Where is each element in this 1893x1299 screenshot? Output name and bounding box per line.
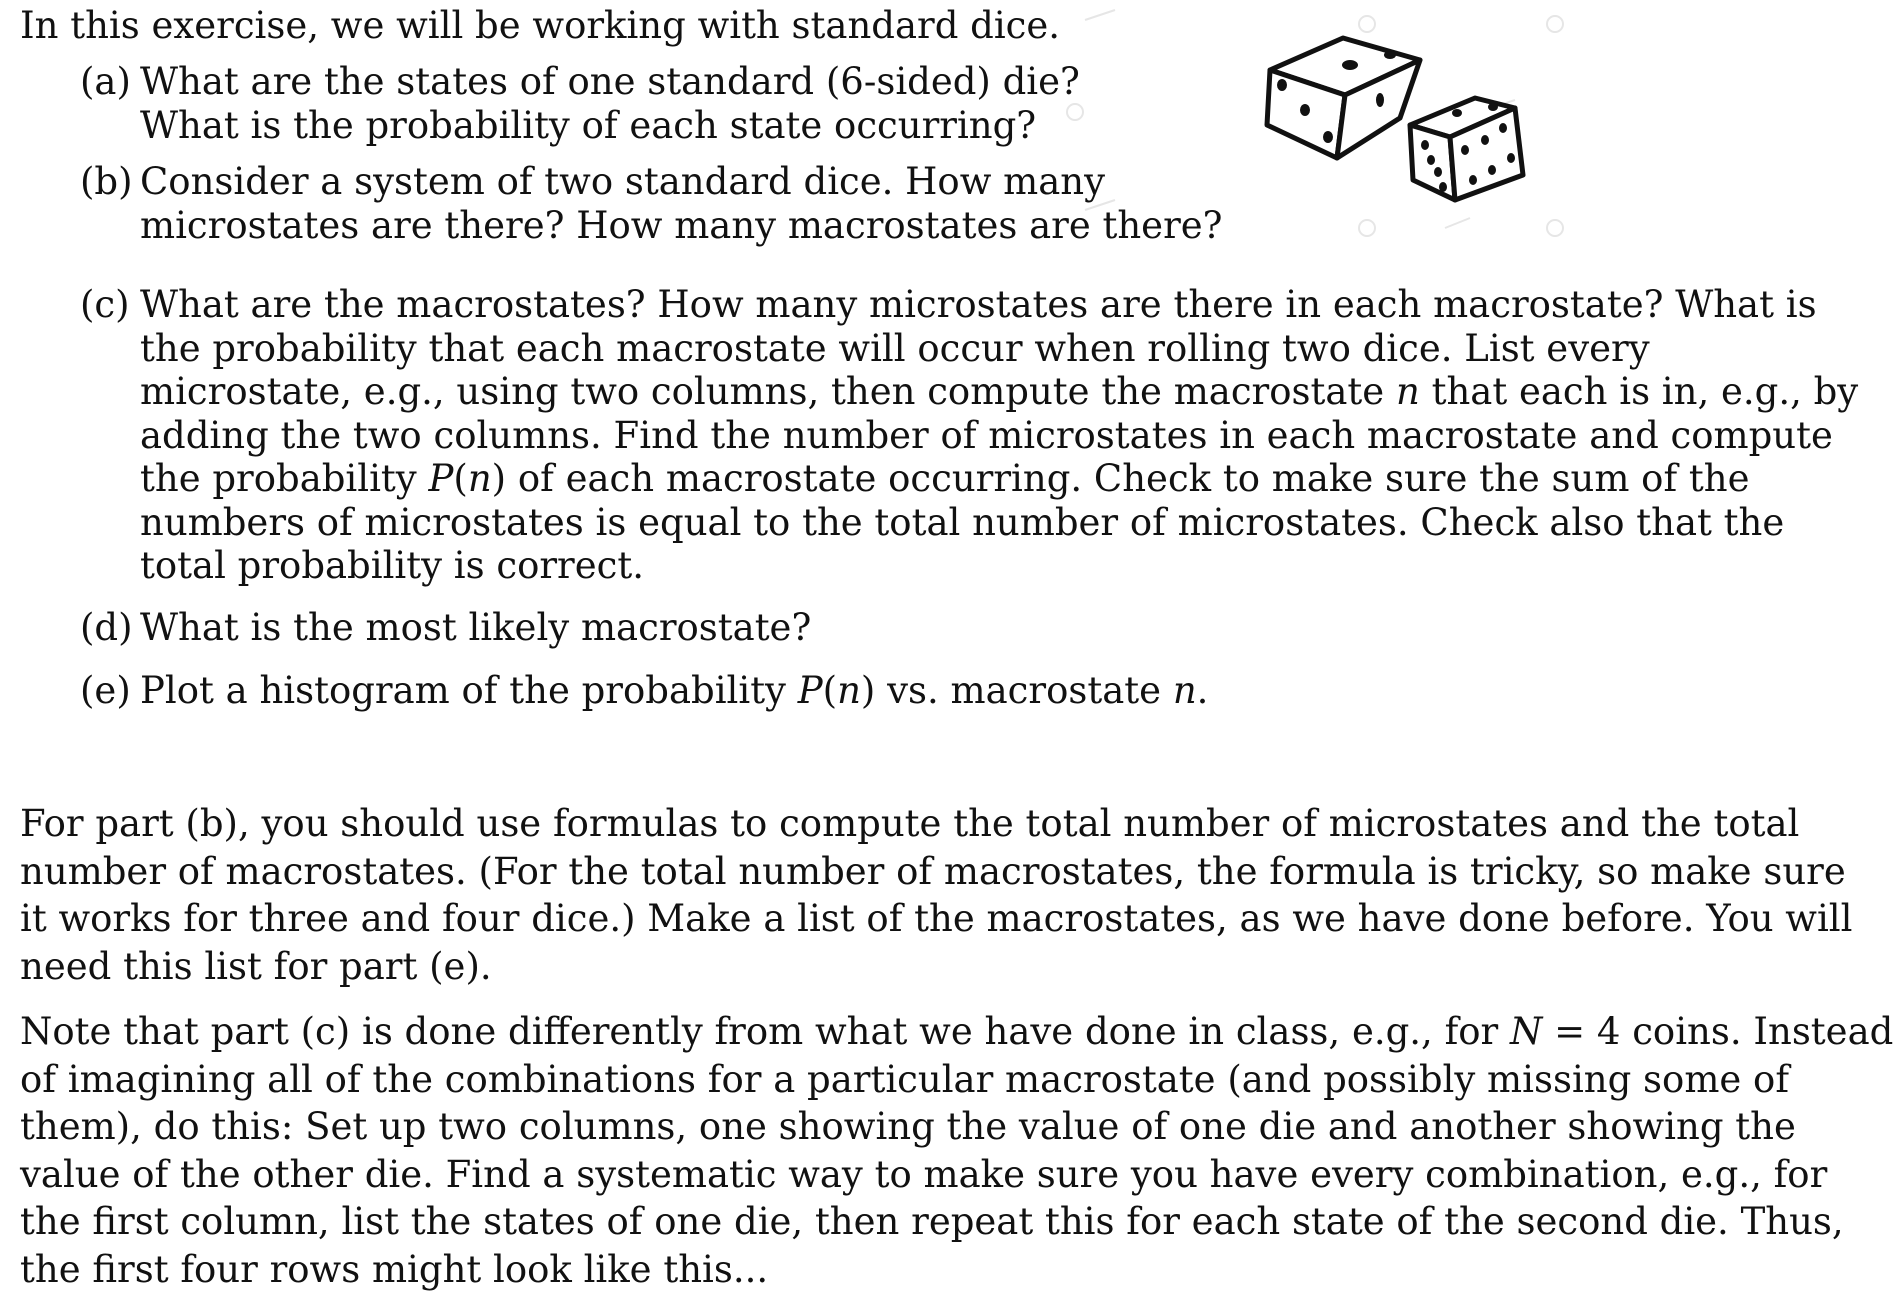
question-b-line: microstates are there? How many macrostates are there? [140, 203, 1223, 247]
dice-illustration [1045, 0, 1565, 250]
question-a-line: What is the probability of each state occurring? [140, 103, 1037, 147]
paragraph-line: number of macrostates. (For the total number of macrostates, the formula is tricky, so make sure [20, 849, 1846, 893]
question-a-text [140, 60, 1080, 147]
question-a-line: What are the states of one standard (6-sided) die? [140, 60, 1080, 103]
paragraph-part-b-note [20, 800, 1852, 990]
question-c-line: microstate, e.g., using two columns, then compute the macrostate n that each is in, e.g., by [140, 370, 1859, 413]
paragraph-line: the first column, list the states of one die, then repeat this for each state of the second die. Thus, [20, 1200, 1844, 1243]
question-c-line: What are the macrostates? How many microstates are there in each macrostate? What is [140, 283, 1817, 326]
question-d-text [140, 606, 811, 650]
question-d-label: (d) [80, 606, 133, 649]
question-c-line: numbers of microstates is equal to the total number of microstates. Check also that the [140, 500, 1785, 544]
question-c-label: (c) [80, 283, 130, 326]
intro-sentence: In this exercise, we will be working with standard dice. [20, 4, 1061, 47]
question-e-line: Plot a histogram of the probability P(n) vs. macrostate n. [140, 669, 1209, 712]
paragraph-line: need this list for part (e). [20, 944, 492, 988]
question-b-line: Consider a system of two standard dice. How many [140, 160, 1106, 203]
question-a-label: (a) [80, 60, 131, 103]
question-d-line: What is the most likely macrostate? [140, 606, 812, 649]
paragraph-line: Note that part (c) is done differently from what we have done in class, e.g., for N = 4 coins. Instead [20, 1010, 1893, 1053]
paragraph-line: For part (b), you should use formulas to compute the total number of microstates and the total [20, 802, 1800, 845]
question-c-line: adding the two columns. Find the number of microstates in each macrostate and compute [140, 413, 1833, 457]
question-c-text [140, 283, 1858, 588]
large-die-icon [1267, 38, 1420, 158]
paragraph-line: them), do this: Set up two columns, one showing the value of one die and another showing the [20, 1105, 1796, 1148]
question-b-label: (b) [80, 160, 133, 203]
question-c-line: the probability that each macrostate will occur when rolling two dice. List every [140, 326, 1650, 370]
small-die-icon [1410, 98, 1523, 200]
question-e-label: (e) [80, 669, 131, 712]
question-e-text [140, 669, 1208, 713]
paragraph-line: value of the other die. Find a systematic way to make sure you have every combination, e.g., for [20, 1152, 1828, 1196]
paragraph-line: the first four rows might look like this... [20, 1247, 769, 1291]
paragraph-line: it works for three and four dice.) Make a list of the macrostates, as we have done before. You will [20, 897, 1853, 940]
paragraph-part-c-note [20, 1008, 1893, 1293]
paragraph-line: of imagining all of the combinations for a particular macrostate (and possibly missing some of [20, 1057, 1790, 1101]
question-c-line: the probability P(n) of each macrostate occurring. Check to make sure the sum of the [140, 457, 1750, 500]
question-c-line: total probability is correct. [140, 544, 644, 587]
